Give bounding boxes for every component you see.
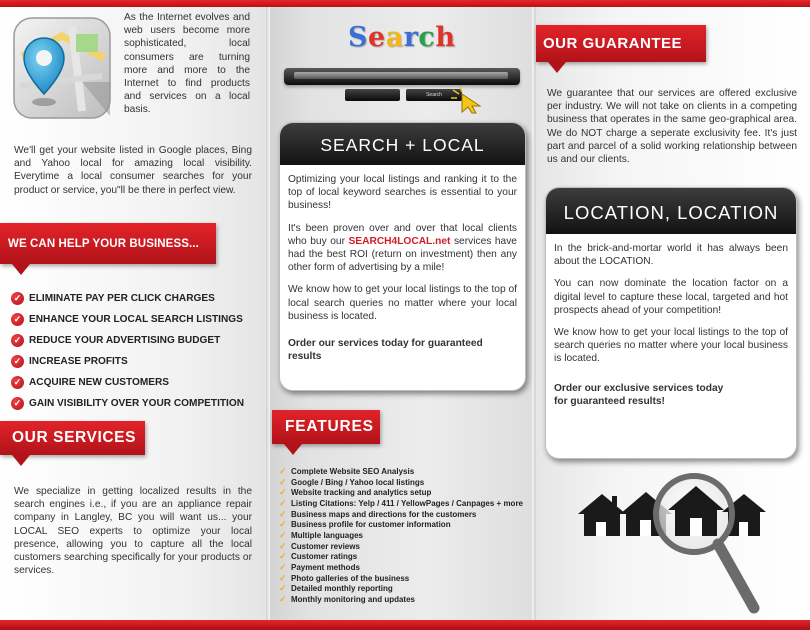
services-banner [0,421,145,455]
check-icon: ✓ [11,355,24,368]
features-list [279,466,531,605]
feature-label: Multiple languages [291,530,364,540]
panel-paragraph [288,222,517,275]
check-icon: ✓ [11,313,24,326]
panel-title: LOCATION, LOCATION [546,188,796,234]
cta-line: for guaranteed results! [554,395,665,407]
houses-magnifier-icon [576,470,770,614]
benefits-list [11,288,261,414]
search-button-graphic-left [345,89,400,101]
list-item [279,487,531,498]
feature-label: Website tracking and analytics setup [291,488,432,498]
help-banner-label: WE CAN HELP YOUR BUSINESS... [8,238,199,250]
feature-label: Customer reviews [291,541,360,551]
banner-tip [12,455,30,466]
map-pin-icon [12,16,112,120]
list-item [279,530,531,541]
list-item [11,351,261,372]
checkmark-icon: ✓ [279,594,287,605]
search-bar-graphic [284,68,520,85]
list-item [11,309,261,330]
intro-text-2: We'll get your website listed in Google places, Bing and Yahoo local for amazing local visibility. Everytime a local consumer searches for your product or service, you"ll be there in perfect view. [14,145,252,196]
checkmark-icon: ✓ [279,476,287,487]
checkmark-icon: ✓ [279,487,287,498]
services-banner-label: OUR SERVICES [12,429,137,446]
feature-label: Complete Website SEO Analysis [291,466,415,476]
list-item [279,498,531,509]
checkmark-icon: ✓ [279,529,287,540]
logo-letter: r [403,22,419,53]
feature-label: Payment methods [291,563,360,573]
panel-title: SEARCH + LOCAL [280,123,525,165]
call-to-action [554,382,788,408]
bottom-red-bar [0,620,810,630]
banner-tip [548,62,566,73]
banner-tip [284,444,302,455]
feature-label: Listing Citations: Yelp / 411 / YellowPages / Canpages + more [291,498,524,508]
feature-label: Detailed monthly reporting [291,584,393,594]
list-item [279,519,531,530]
feature-label: Business maps and directions for the customers [291,509,477,519]
check-icon: ✓ [11,397,24,410]
list-item [279,552,531,563]
checkmark-icon: ✓ [279,572,287,583]
checkmark-icon: ✓ [279,519,287,530]
feature-label: Monthly monitoring and updates [291,595,415,605]
feature-label: Customer ratings [291,552,358,562]
feature-label: Google / Bing / Yahoo local listings [291,477,425,487]
search-field-graphic [294,72,508,79]
logo-letter: a [385,22,404,53]
hand-cursor-icon [450,86,486,114]
list-item [279,541,531,552]
location-panel [545,187,797,459]
feature-label: Photo galleries of the business [291,573,410,583]
list-item [11,330,261,351]
checkmark-icon: ✓ [279,540,287,551]
help-banner [0,223,216,264]
call-to-action: Order our services today for guaranteed results [288,338,483,363]
panel-paragraph: We know how to get your local listings to the top of search queries no matter where your local business is located. [554,327,788,365]
checkmark-icon: ✓ [279,465,287,476]
logo-letter: S [348,22,368,53]
list-item [11,393,261,414]
list-item [279,477,531,488]
list-item [279,562,531,573]
logo-letter: h [435,22,456,53]
list-item [279,594,531,605]
cta-line: Order our exclusive services today [554,382,724,394]
checkmark-icon: ✓ [279,583,287,594]
list-item [11,372,261,393]
top-red-bar [0,0,810,7]
brand-name: SEARCH4LOCAL.net [348,235,451,247]
list-item [279,584,531,595]
logo-letter: c [418,22,436,53]
panel-paragraph: You can now dominate the location factor on a digital level to capture these local, targeted and hot prospects ahead of your competition! [554,278,788,316]
benefit-label: REDUCE YOUR ADVERTISING BUDGET [29,335,221,346]
panel-paragraph: Optimizing your local listings and ranking it to the top of local keyword searches is essential to your business! [288,174,517,212]
search-button-graphic: Search [406,89,462,101]
list-item [279,573,531,584]
feature-label: Business profile for customer information [291,520,451,530]
paragraph-text: services have had the best ROI (return on investment) then any other form of advertising by a mile! [288,235,517,274]
search-local-panel [279,122,526,391]
checkmark-icon: ✓ [279,551,287,562]
logo-letter: e [368,22,386,53]
benefit-label: INCREASE PROFITS [29,356,128,367]
checkmark-icon: ✓ [279,562,287,573]
checkmark-icon: ✓ [279,508,287,519]
checkmark-icon: ✓ [279,497,287,508]
banner-tip [12,264,30,275]
benefit-label: GAIN VISIBILITY OVER YOUR COMPETITION [29,398,244,409]
intro-text: As the Internet evolves and web users become more sophisticated, local consumers are turning more and more to the Internet to find products and services on a local basis. [124,12,250,116]
features-banner [272,410,380,444]
paragraph-text: It's been proven over and over that local clients who buy our [288,222,517,247]
features-banner-label: FEATURES [285,418,374,435]
check-icon: ✓ [11,376,24,389]
panel-paragraph: We know how to get your local listings to the top of local search queries no matter where your local business is located. [288,284,517,322]
panel-paragraph: In the brick-and-mortar world it has always been about the LOCATION. [554,243,788,268]
benefit-label: ELIMINATE PAY PER CLICK CHARGES [29,293,215,304]
benefit-label: ACQUIRE NEW CUSTOMERS [29,377,170,388]
list-item [279,509,531,520]
check-icon: ✓ [11,292,24,305]
check-icon: ✓ [11,334,24,347]
services-text: We specialize in getting localized results in the search engines i.e., if you are an appliance repair company in Langley, BC you will want us... your LOCAL SEO experts to optimize your local presence, allowing you to capture all the local customers searching specifically for your products or services. [14,486,252,577]
guarantee-banner [536,25,706,62]
search-logo [348,22,456,53]
guarantee-text: We guarantee that our services are offered exclusive per industry. We will not take on clients in a competing business that operates in the same geo-graphical area. We do NOT charge a seperate exclusivity fee. It's just part and parcel of a solid working relationship between us and our clients. [547,88,797,166]
list-item [279,466,531,477]
benefit-label: ENHANCE YOUR LOCAL SEARCH LISTINGS [29,314,243,325]
list-item [11,288,261,309]
guarantee-banner-label: OUR GUARANTEE [543,35,683,52]
